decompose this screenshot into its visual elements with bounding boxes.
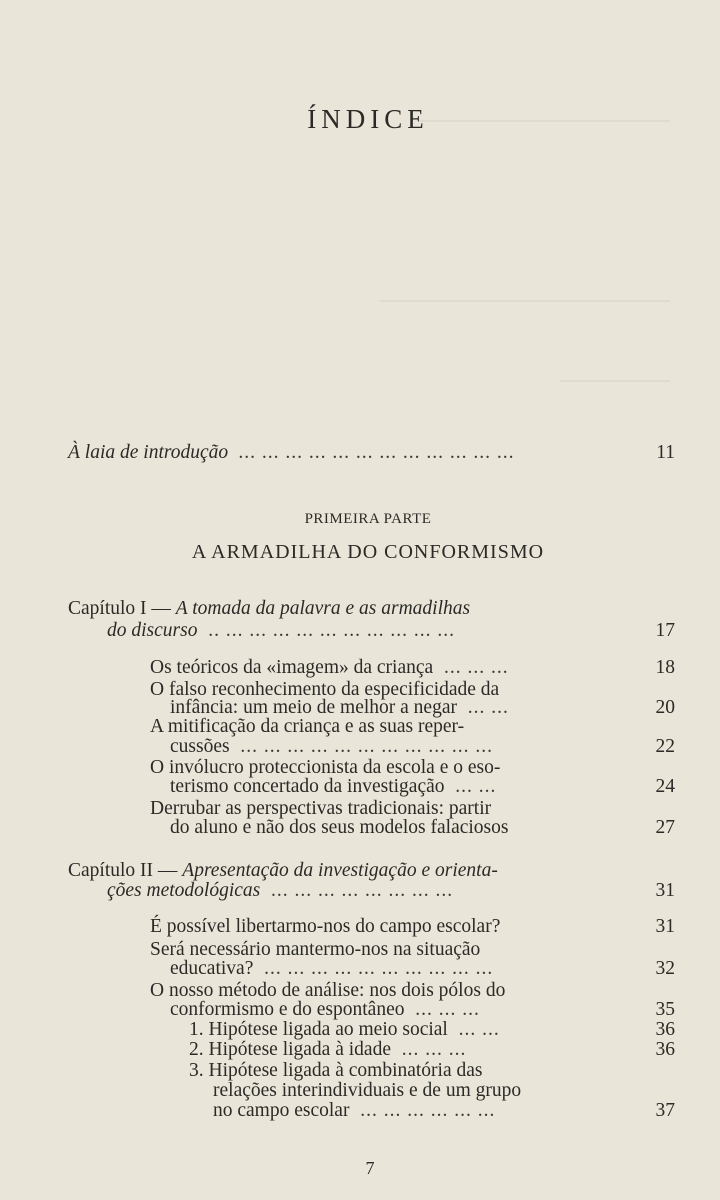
toc-page-number: 37	[655, 1100, 675, 1121]
toc-section-text: Será necessário mantermo-nos na situação	[150, 939, 481, 960]
page-folio: 7	[365, 1158, 375, 1178]
toc-page-number: 11	[656, 442, 675, 463]
toc-section-text: Os teóricos da «imagem» da criança	[150, 657, 434, 678]
toc-section-text: O invólucro proteccionista da escola e o eso-	[150, 757, 501, 778]
leader-dots: ... ... ... ... ... ... ... ... ... ...	[258, 958, 494, 979]
toc-section-text: terismo concertado da investigação	[170, 776, 445, 797]
toc-page-number: 22	[655, 736, 675, 757]
index-title: ÍNDICE	[307, 104, 429, 134]
toc-section	[150, 657, 509, 679]
chapter-prefix: Capítulo I —	[68, 598, 171, 619]
toc-page-number: 24	[655, 776, 675, 797]
part-heading: PRIMEIRA PARTE	[304, 511, 432, 527]
toc-section-text: A mitificação da criança e as suas reper-	[150, 716, 465, 737]
toc-section-text: cussões	[170, 736, 230, 757]
leader-dots: ... ...	[452, 1019, 500, 1040]
leader-dots: ... ... ... ... ... ... ... ... ... ... ...	[234, 736, 493, 757]
toc-section-text: É possível libertarmo-nos do campo escolar?	[150, 916, 501, 937]
chapter-heading	[68, 598, 470, 620]
leader-dots: ... ...	[449, 776, 497, 797]
toc-page-number: 36	[655, 1039, 675, 1060]
toc-entry-label: À laia de introdução	[68, 442, 229, 463]
toc-section	[150, 916, 500, 938]
leader-dots: ... ... ...	[395, 1039, 467, 1060]
chapter-title: ções metodológicas	[107, 880, 261, 901]
toc-section-text: conformismo e do espontâneo	[170, 999, 405, 1020]
leader-dots: ... ...	[461, 697, 509, 718]
toc-section	[150, 716, 464, 738]
toc-section-cont	[170, 958, 493, 980]
chapter-heading-cont	[107, 880, 453, 902]
leader-dots: ... ... ... ... ... ... ... ...	[265, 880, 454, 901]
chapter-heading-cont	[107, 620, 455, 642]
toc-page-number: 27	[655, 817, 675, 838]
toc-page-number: 31	[655, 880, 675, 901]
chapter-title: do discurso	[107, 620, 198, 641]
part-title: A ARMADILHA DO CONFORMISMO	[191, 541, 545, 563]
toc-section-cont	[170, 817, 508, 839]
leader-dots: ... ... ... ... ... ... ... ... ... ... ... ...	[233, 442, 516, 463]
toc-section	[189, 1060, 483, 1082]
toc-section-text: do aluno e não dos seus modelos falaciosos	[170, 817, 509, 838]
chapter-title: Apresentação da investigação e orienta-	[182, 860, 498, 881]
chapter-title: A tomada da palavra e as armadilhas	[175, 598, 471, 619]
toc-section-text: relações interindividuais e de um grupo	[213, 1080, 522, 1101]
toc-section-cont	[170, 776, 496, 798]
toc-section-cont	[170, 999, 480, 1021]
toc-section-text: 2. Hipótese ligada à idade	[189, 1039, 391, 1060]
toc-page-number: 36	[655, 1019, 675, 1040]
toc-section-text: 3. Hipótese ligada à combinatória das	[189, 1060, 483, 1081]
chapter-prefix: Capítulo II —	[68, 860, 178, 881]
toc-section-cont	[213, 1100, 495, 1122]
toc-section-cont	[170, 736, 493, 758]
toc-page-number: 20	[655, 697, 675, 718]
chapter-heading	[68, 860, 498, 882]
toc-page-number: 18	[655, 657, 675, 678]
toc-section	[189, 1039, 466, 1061]
toc-section	[189, 1019, 500, 1041]
toc-page-number: 32	[655, 958, 675, 979]
toc-section-text: educativa?	[170, 958, 254, 979]
toc-section-cont	[213, 1080, 521, 1102]
leader-dots: ... ... ...	[409, 999, 480, 1020]
bleed-through-shadow	[380, 300, 670, 310]
toc-page-number: 35	[655, 999, 675, 1020]
toc-section-text: no campo escolar	[213, 1100, 350, 1121]
toc-page-number: 31	[655, 916, 675, 937]
leader-dots: ... ... ... ... ... ...	[354, 1100, 496, 1121]
leader-dots: ... ... ...	[438, 657, 509, 678]
toc-entry-introduction	[68, 442, 515, 464]
toc-section-text: Derrubar as perspectivas tradicionais: partir	[150, 798, 492, 819]
toc-section-text: O falso reconhecimento da especificidade da	[150, 679, 500, 700]
toc-section-text: 1. Hipótese ligada ao meio social	[189, 1019, 448, 1040]
toc-section-text: O nosso método de análise: nos dois pólos do	[150, 980, 506, 1001]
toc-page-number: 17	[655, 620, 675, 641]
toc-section-text: infância: um meio de melhor a negar	[170, 697, 457, 718]
leader-dots: .. ... ... ... ... ... ... ... ... ... ...	[202, 620, 455, 641]
bleed-through-shadow	[560, 380, 670, 390]
